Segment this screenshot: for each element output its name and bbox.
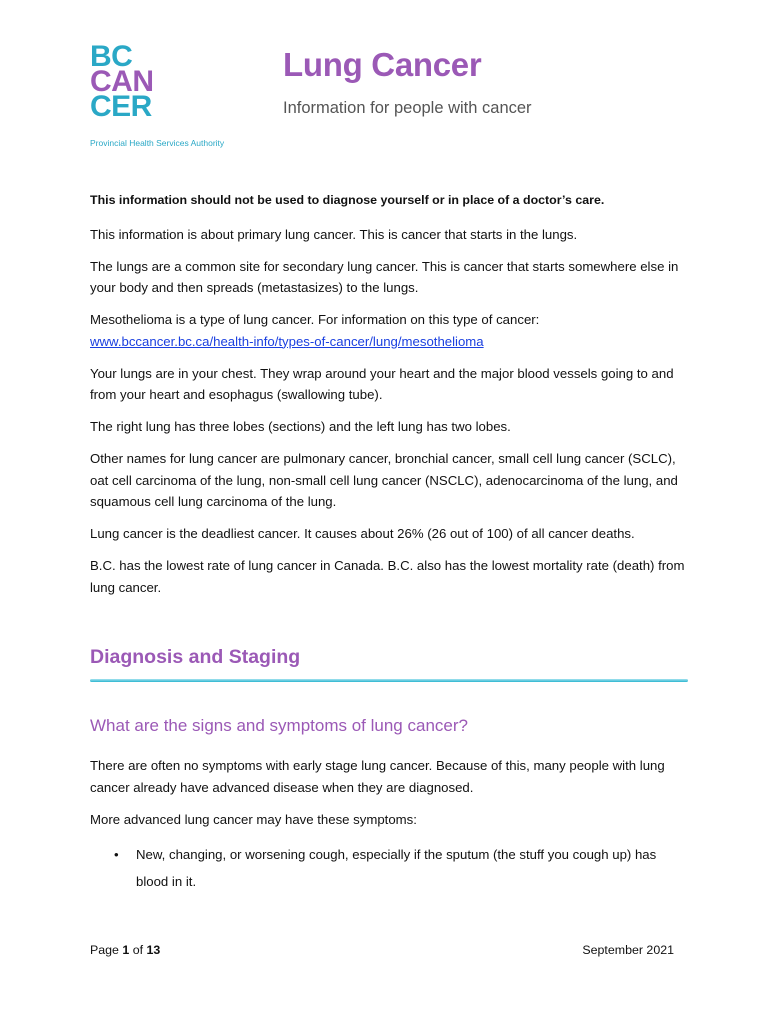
paragraph-deadliest-cancer: Lung cancer is the deadliest cancer. It causes about 26% (26 out of 100) of all cancer deaths. bbox=[90, 526, 635, 541]
mesothelioma-link[interactable]: www.bccancer.bc.ca/health-info/types-of-cancer/lung/mesothelioma bbox=[90, 333, 484, 349]
page-total: 13 bbox=[146, 943, 161, 957]
logo-text-cer: CER bbox=[90, 90, 152, 123]
list-item bbox=[90, 841, 690, 895]
page-current: 1 bbox=[122, 943, 130, 957]
bullet-icon: • bbox=[114, 846, 119, 862]
document-date: September 2021 bbox=[582, 943, 674, 957]
section-heading-diagnosis: Diagnosis and Staging bbox=[90, 646, 301, 668]
symptoms-list bbox=[90, 841, 690, 895]
paragraph-secondary-lung-cancer: The lungs are a common site for secondary lung cancer. This is cancer that starts somewhere else in your body and then spreads (metastasizes) to the lungs. bbox=[90, 258, 679, 295]
page-number bbox=[90, 943, 160, 957]
section-divider bbox=[90, 679, 688, 682]
paragraph-lung-lobes: The right lung has three lobes (sections) and the left lung has two lobes. bbox=[90, 419, 511, 434]
paragraph-lung-location: Your lungs are in your chest. They wrap around your heart and the major blood vessels going to and from your heart and esophagus (swallowing tube). bbox=[90, 365, 674, 402]
paragraph-other-names: Other names for lung cancer are pulmonary cancer, bronchial cancer, small cell lung cancer (SCLC), oat cell carcinoma of the lung, non-small cell lung cancer (NSCLC), adenocarcinoma of the lung, and squamous cell lung carcinoma of the lung. bbox=[90, 451, 678, 509]
paragraph-no-symptoms: There are often no symptoms with early stage lung cancer. Because of this, many people with lung cancer already have advanced disease when they are diagnosed. bbox=[90, 758, 665, 795]
logo-text-can: CAN bbox=[90, 65, 154, 98]
paragraph-primary-lung-cancer: This information is about primary lung cancer. This is cancer that starts in the lungs. bbox=[90, 226, 578, 242]
page-title: Lung Cancer bbox=[283, 46, 482, 83]
bc-cancer-logo bbox=[90, 40, 240, 148]
list-item-text: New, changing, or worsening cough, especially if the sputum (the stuff you cough up) has blood in it. bbox=[136, 846, 657, 889]
logo-line-3 bbox=[90, 90, 240, 123]
page-prefix: Page bbox=[90, 943, 123, 957]
logo-subtitle: Provincial Health Services Authority bbox=[90, 138, 225, 148]
paragraph-advanced-symptoms: More advanced lung cancer may have these symptoms: bbox=[90, 811, 417, 827]
intro-section bbox=[90, 190, 690, 609]
disclaimer: This information should not be used to diagnose yourself or in place of a doctor’s care. bbox=[90, 193, 605, 207]
paragraph-mesothelioma bbox=[90, 309, 690, 352]
paragraph-bc-rates: B.C. has the lowest rate of lung cancer in Canada. B.C. also has the lowest mortality rate (death) from lung cancer. bbox=[90, 558, 685, 595]
page-subtitle: Information for people with cancer bbox=[283, 99, 532, 117]
logo-text-bc: BC bbox=[90, 40, 133, 73]
symptoms-section bbox=[90, 755, 690, 895]
mesothelioma-text: Mesothelioma is a type of lung cancer. For information on this type of cancer: bbox=[90, 312, 540, 327]
page-of: of bbox=[129, 943, 147, 957]
subheading-signs-symptoms: What are the signs and symptoms of lung cancer? bbox=[90, 716, 468, 735]
